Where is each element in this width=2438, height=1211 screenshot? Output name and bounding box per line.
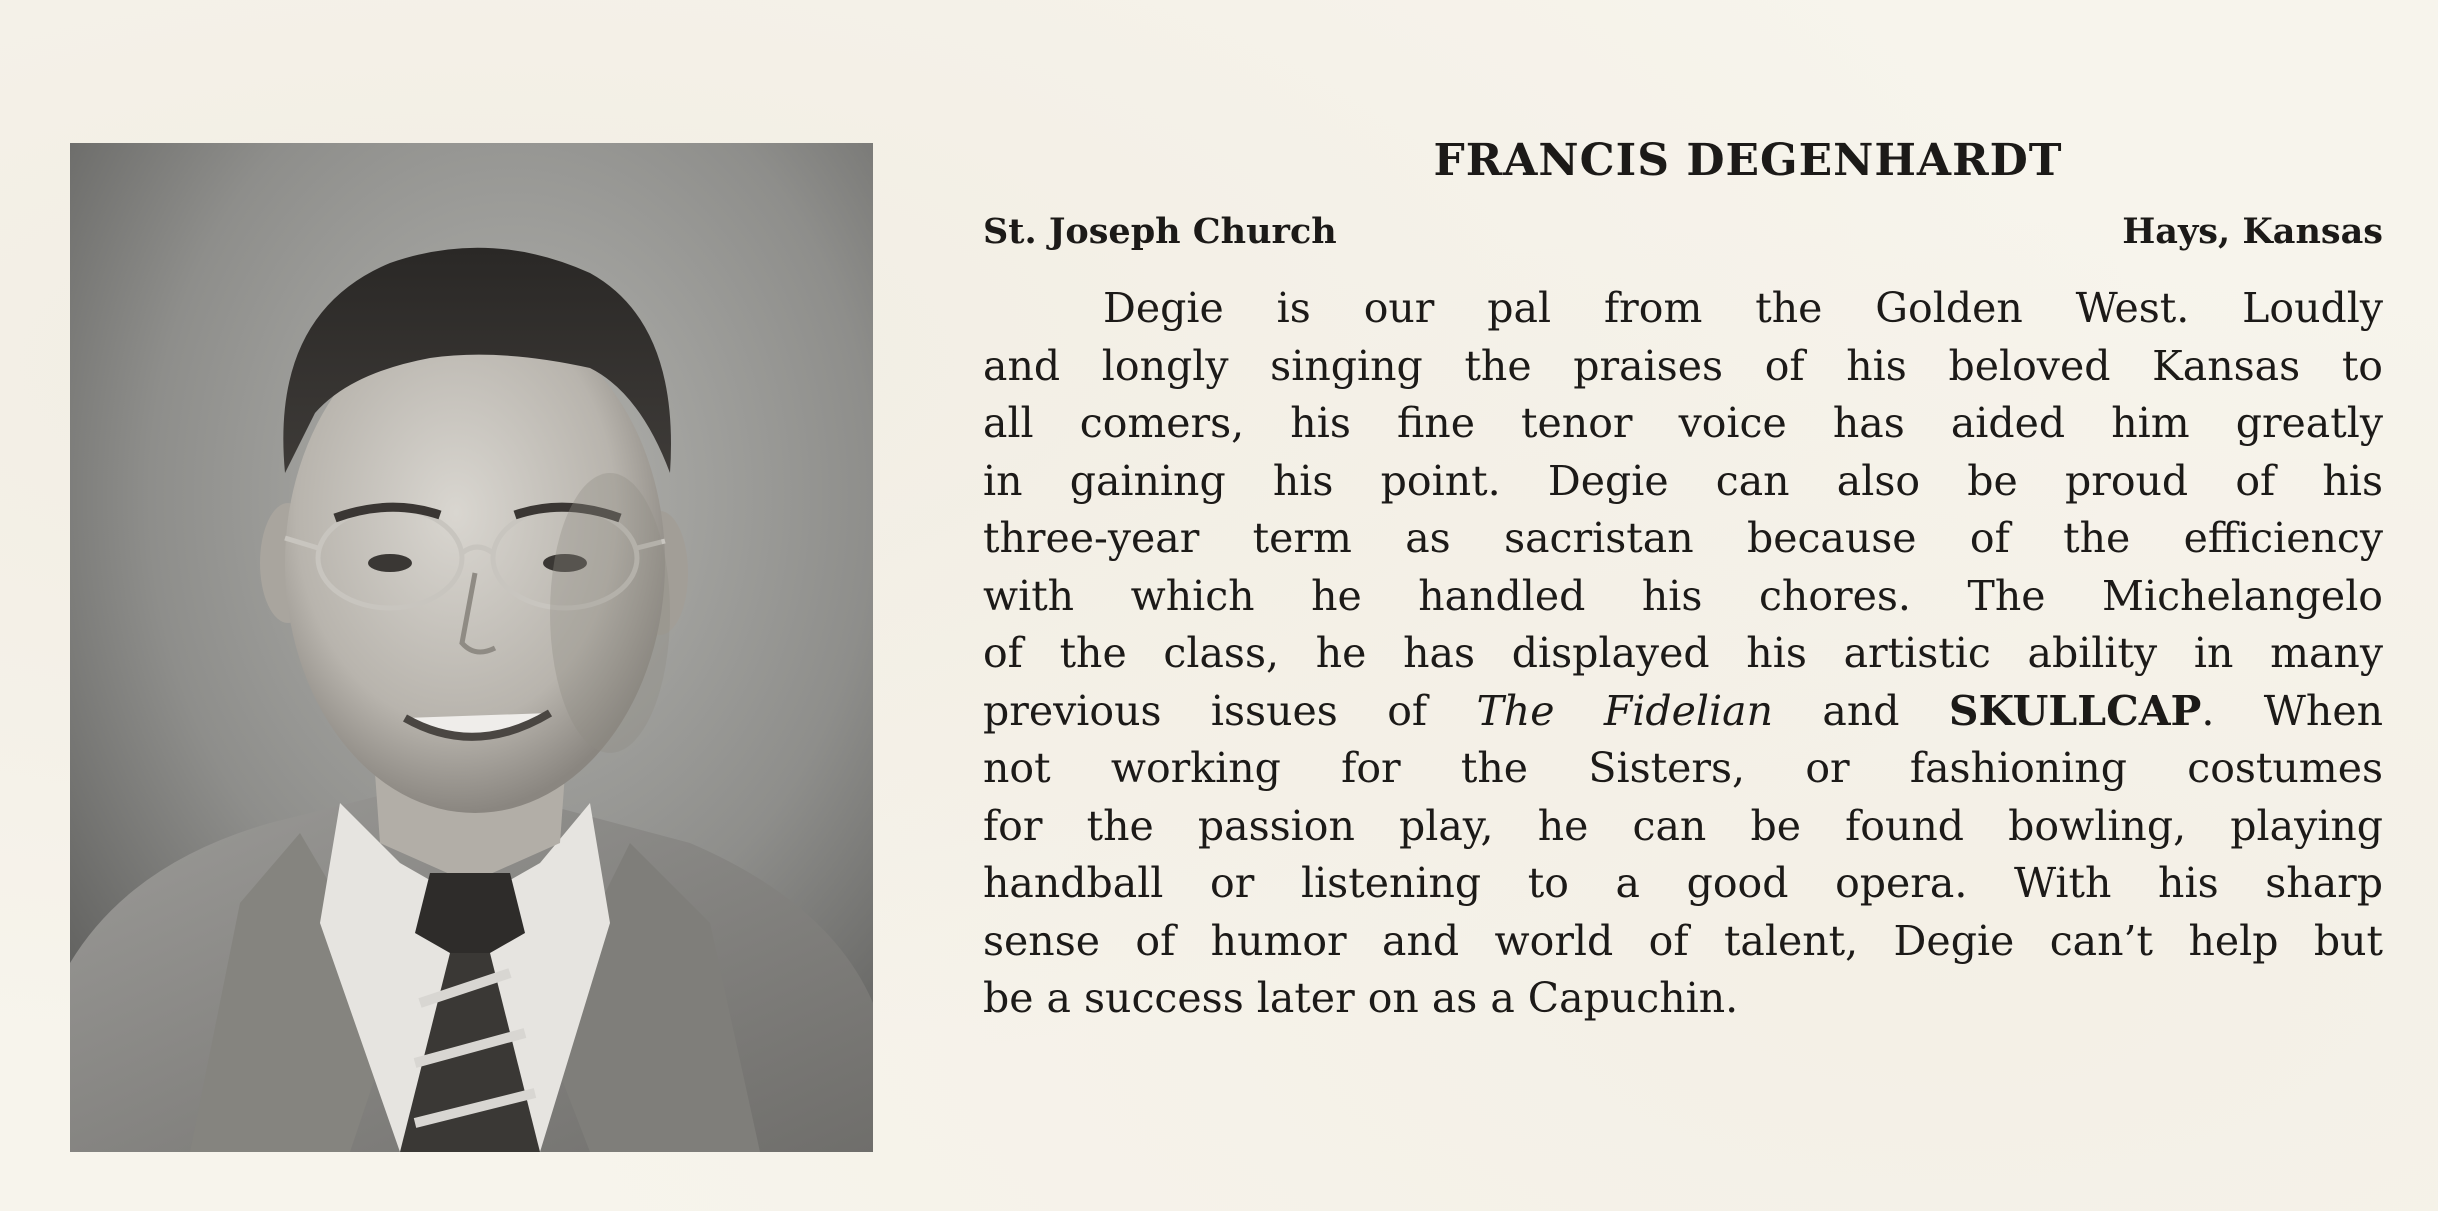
hometown: Hays, Kansas [2122, 211, 2383, 252]
portrait-illustration [70, 143, 873, 1152]
church-name: St. Joseph Church [983, 211, 1337, 252]
bio-line: handball or listening to a good opera. With his sharp [983, 859, 2383, 907]
biography-paragraph [983, 280, 2383, 1028]
bio-text: previous issues of [983, 686, 1477, 735]
bio-text: . When [2201, 686, 2383, 735]
publication-title: The Fidelian [1476, 686, 1774, 735]
bio-line: all comers, his fine tenor voice has aided him greatly [983, 399, 2383, 447]
bio-text: and [1773, 686, 1949, 735]
bio-line: sense of humor and world of talent, Degie can’t help but [983, 916, 2383, 965]
bio-line: three-year term as sacristan because of the efficiency [983, 514, 2383, 562]
bio-line: and longly singing the praises of his beloved Kansas to [983, 341, 2383, 390]
bio-line [983, 683, 2383, 741]
publication-name: SKULLCAP [1948, 686, 2202, 735]
bio-line: be a success later on as a Capuchin. [983, 974, 1739, 1022]
portrait-photo [70, 143, 873, 1152]
bio-line: Degie is our pal from the Golden West. Loudly [1103, 284, 2383, 332]
student-name: FRANCIS DEGENHARDT [1433, 135, 2063, 186]
bio-line: of the class, he has displayed his artistic ability in many [983, 629, 2383, 677]
bio-line: for the passion play, he can be found bowling, playing [983, 801, 2383, 850]
bio-line: in gaining his point. Degie can also be proud of his [983, 456, 2383, 505]
bio-line: with which he handled his chores. The Michelangelo [983, 571, 2383, 620]
profile-meta [983, 204, 2383, 270]
bio-line: not working for the Sisters, or fashioning costumes [983, 744, 2383, 792]
profile-text [983, 130, 2383, 1028]
